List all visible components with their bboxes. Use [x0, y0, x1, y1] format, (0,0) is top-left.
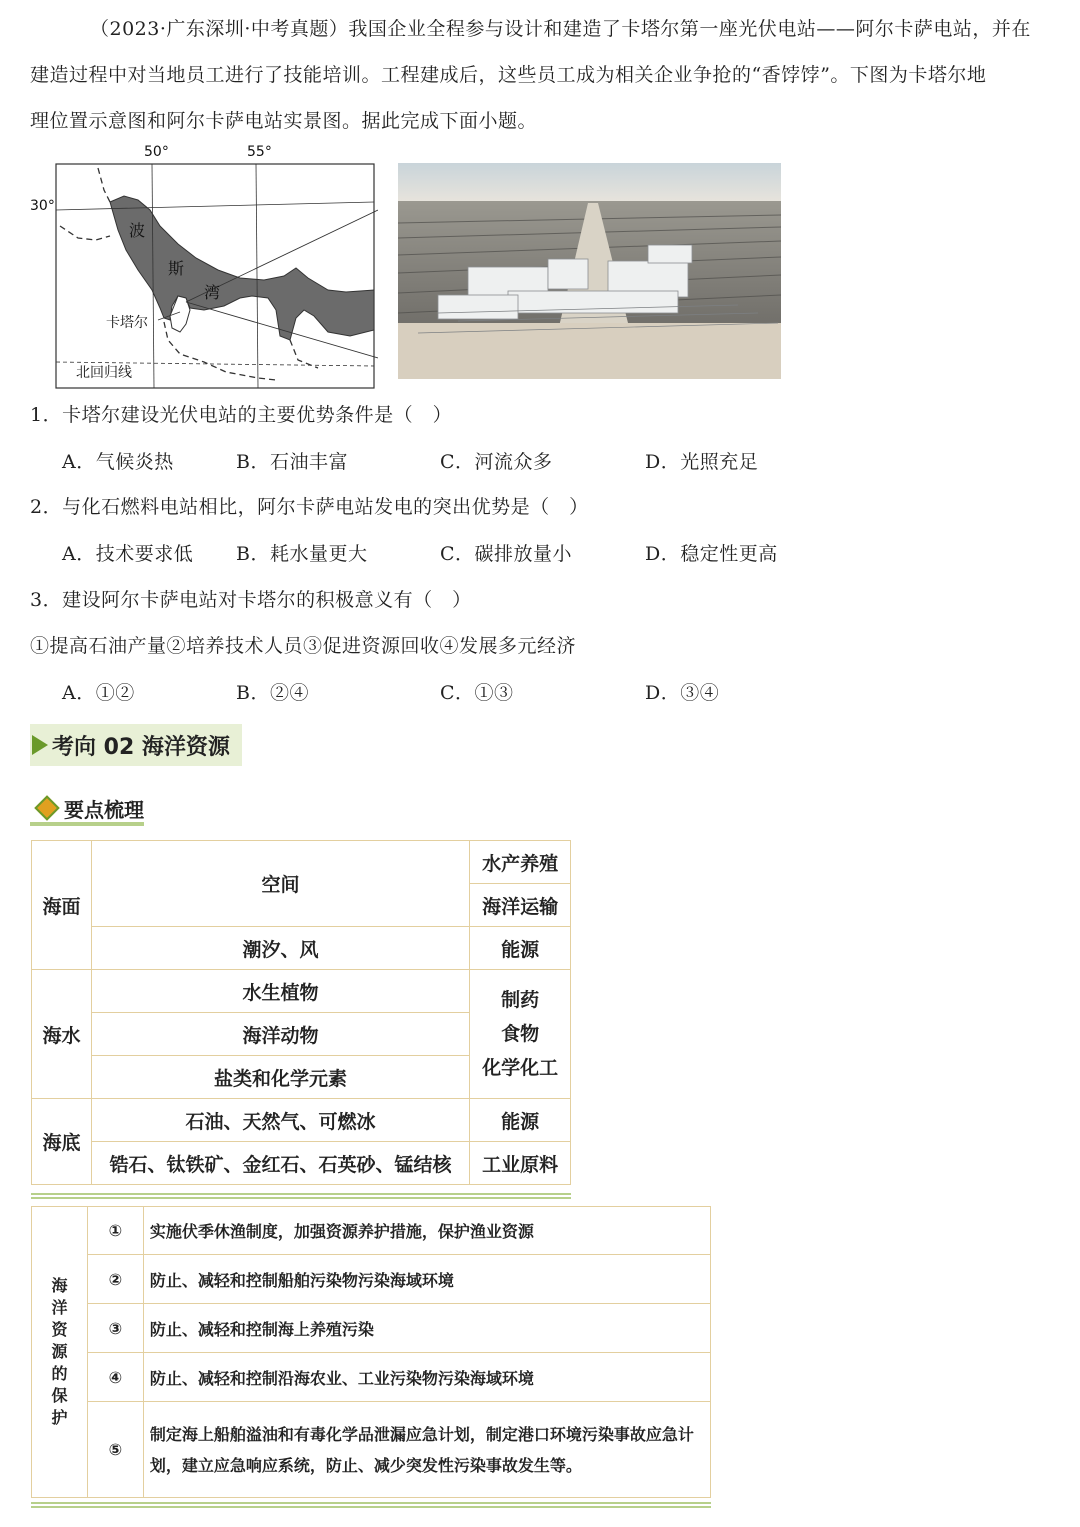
cell-minerals: 锆石、钛铁矿、金红石、石英砂、锰结核 — [91, 1142, 469, 1185]
cell-energy-2: 能源 — [470, 1099, 571, 1142]
q2-option-a[interactable]: A．技术要求低 — [62, 543, 194, 565]
q3-option-d[interactable]: D．③④ — [645, 682, 720, 704]
table-row — [32, 1353, 711, 1402]
arrow-icon — [32, 735, 48, 755]
q1-option-a[interactable]: A．气候炎热 — [62, 451, 174, 473]
table-row — [32, 927, 571, 970]
diamond-icon — [34, 795, 59, 820]
q3-option-c[interactable]: C．①③ — [440, 682, 514, 704]
table-1-bottom-rule — [31, 1193, 571, 1195]
ocean-resources-table — [31, 840, 571, 1185]
table-2-bottom-rule-2 — [31, 1506, 711, 1508]
row-num: ③ — [87, 1304, 143, 1353]
row-text: 制定海上船舶溢油和有毒化学品泄漏应急计划，制定港口环境污染事故应急计划，建立应急响应系统，防止、减少突发性污染事故发生等。 — [143, 1402, 710, 1498]
gulf-label-3: 湾 — [204, 283, 221, 302]
power-station-photo — [398, 163, 781, 379]
qatar-label: 卡塔尔 — [106, 315, 148, 331]
intro-line-3: 理位置示意图和阿尔卡萨电站实景图。据此完成下面小题。 — [30, 110, 538, 132]
section-title: 考向 02 海洋资源 — [52, 734, 230, 760]
gulf-label-2: 斯 — [168, 259, 185, 278]
q2-option-c[interactable]: C．碳排放量小 — [440, 543, 573, 565]
table-row — [32, 1099, 571, 1142]
subsection-title: 要点梳理 — [64, 797, 144, 822]
use-food: 食物 — [501, 1023, 540, 1045]
intro-line-2: 建造过程中对当地员工进行了技能培训。工程建成后，这些员工成为相关企业争抢的“香饽饽”。下图为卡塔尔地 — [30, 64, 987, 86]
table-2-bottom-rule — [31, 1502, 711, 1504]
use-medicine: 制药 — [501, 989, 540, 1011]
intro-paragraph — [30, 6, 1060, 144]
cell-aquaculture: 水产养殖 — [470, 841, 571, 884]
q2-option-b[interactable]: B．耗水量更大 — [236, 543, 368, 565]
tropic-label: 北回归线 — [76, 365, 132, 381]
qatar-location-map — [28, 140, 378, 392]
q1-option-b[interactable]: B．石油丰富 — [236, 451, 348, 473]
row-text: 防止、减轻和控制船舶污染物污染海域环境 — [143, 1255, 710, 1304]
cell-salts: 盐类和化学元素 — [91, 1056, 469, 1099]
cell-seabed: 海底 — [32, 1099, 92, 1185]
lon-50-label: 50° — [144, 144, 169, 160]
table-row — [32, 1142, 571, 1185]
q1-option-c[interactable]: C．河流众多 — [440, 451, 553, 473]
cell-shipping: 海洋运输 — [470, 884, 571, 927]
cell-industrial: 工业原料 — [470, 1142, 571, 1185]
table-row — [32, 1255, 711, 1304]
lon-55-label: 55° — [247, 144, 272, 160]
lat-30-label: 30° — [30, 198, 55, 214]
solar-plant-illustration — [398, 163, 781, 379]
row-text: 防止、减轻和控制沿海农业、工业污染物污染海域环境 — [143, 1353, 710, 1402]
table-row — [32, 1402, 711, 1498]
ocean-protection-table — [31, 1206, 711, 1498]
q1-option-d[interactable]: D．光照充足 — [645, 451, 759, 473]
question-2-stem: 2．与化石燃料电站相比，阿尔卡萨电站发电的突出优势是（ ） — [30, 496, 589, 518]
q3-option-b[interactable]: B．②④ — [236, 682, 309, 704]
cell-surface: 海面 — [32, 841, 92, 970]
subsection-underline — [30, 822, 144, 826]
q3-option-a[interactable]: A．①② — [62, 682, 135, 704]
section-heading — [30, 724, 242, 766]
subsection-heading — [30, 791, 144, 825]
row-num: ④ — [87, 1353, 143, 1402]
cell-tide-wind: 潮汐、风 — [91, 927, 469, 970]
table-row — [32, 1207, 711, 1255]
use-chemical: 化学化工 — [482, 1057, 559, 1079]
intro-line-1: （2023·广东深圳·中考真题）我国企业全程参与设计和建造了卡塔尔第一座光伏电站——阿尔卡萨电站，并在 — [90, 18, 1031, 40]
row-text: 实施伏季休渔制度，加强资源养护措施，保护渔业资源 — [143, 1207, 710, 1255]
row-num: ① — [87, 1207, 143, 1255]
row-num: ② — [87, 1255, 143, 1304]
cell-protection-label: 海洋资源的保护 — [32, 1207, 88, 1498]
cell-water-uses — [470, 970, 571, 1099]
cell-plants: 水生植物 — [91, 970, 469, 1013]
row-text: 防止、减轻和控制海上养殖污染 — [143, 1304, 710, 1353]
gulf-label-1: 波 — [129, 221, 146, 240]
question-1-stem: 1．卡塔尔建设光伏电站的主要优势条件是（ ） — [30, 404, 453, 426]
question-3-stem: 3．建设阿尔卡萨电站对卡塔尔的积极意义有（ ） — [30, 589, 472, 611]
question-3-statements: ①提高石油产量②培养技术人员③促进资源回收④发展多元经济 — [30, 635, 577, 657]
table-1-bottom-rule-2 — [31, 1197, 571, 1199]
cell-oil: 石油、天然气、可燃冰 — [91, 1099, 469, 1142]
map-drawing — [28, 140, 378, 392]
cell-space: 空间 — [91, 841, 469, 927]
cell-water: 海水 — [32, 970, 92, 1099]
q2-option-d[interactable]: D．稳定性更高 — [645, 543, 778, 565]
table-row — [32, 970, 571, 1013]
table-row — [32, 841, 571, 884]
cell-animals: 海洋动物 — [91, 1013, 469, 1056]
row-num: ⑤ — [87, 1402, 143, 1498]
cell-energy: 能源 — [470, 927, 571, 970]
table-row — [32, 1304, 711, 1353]
